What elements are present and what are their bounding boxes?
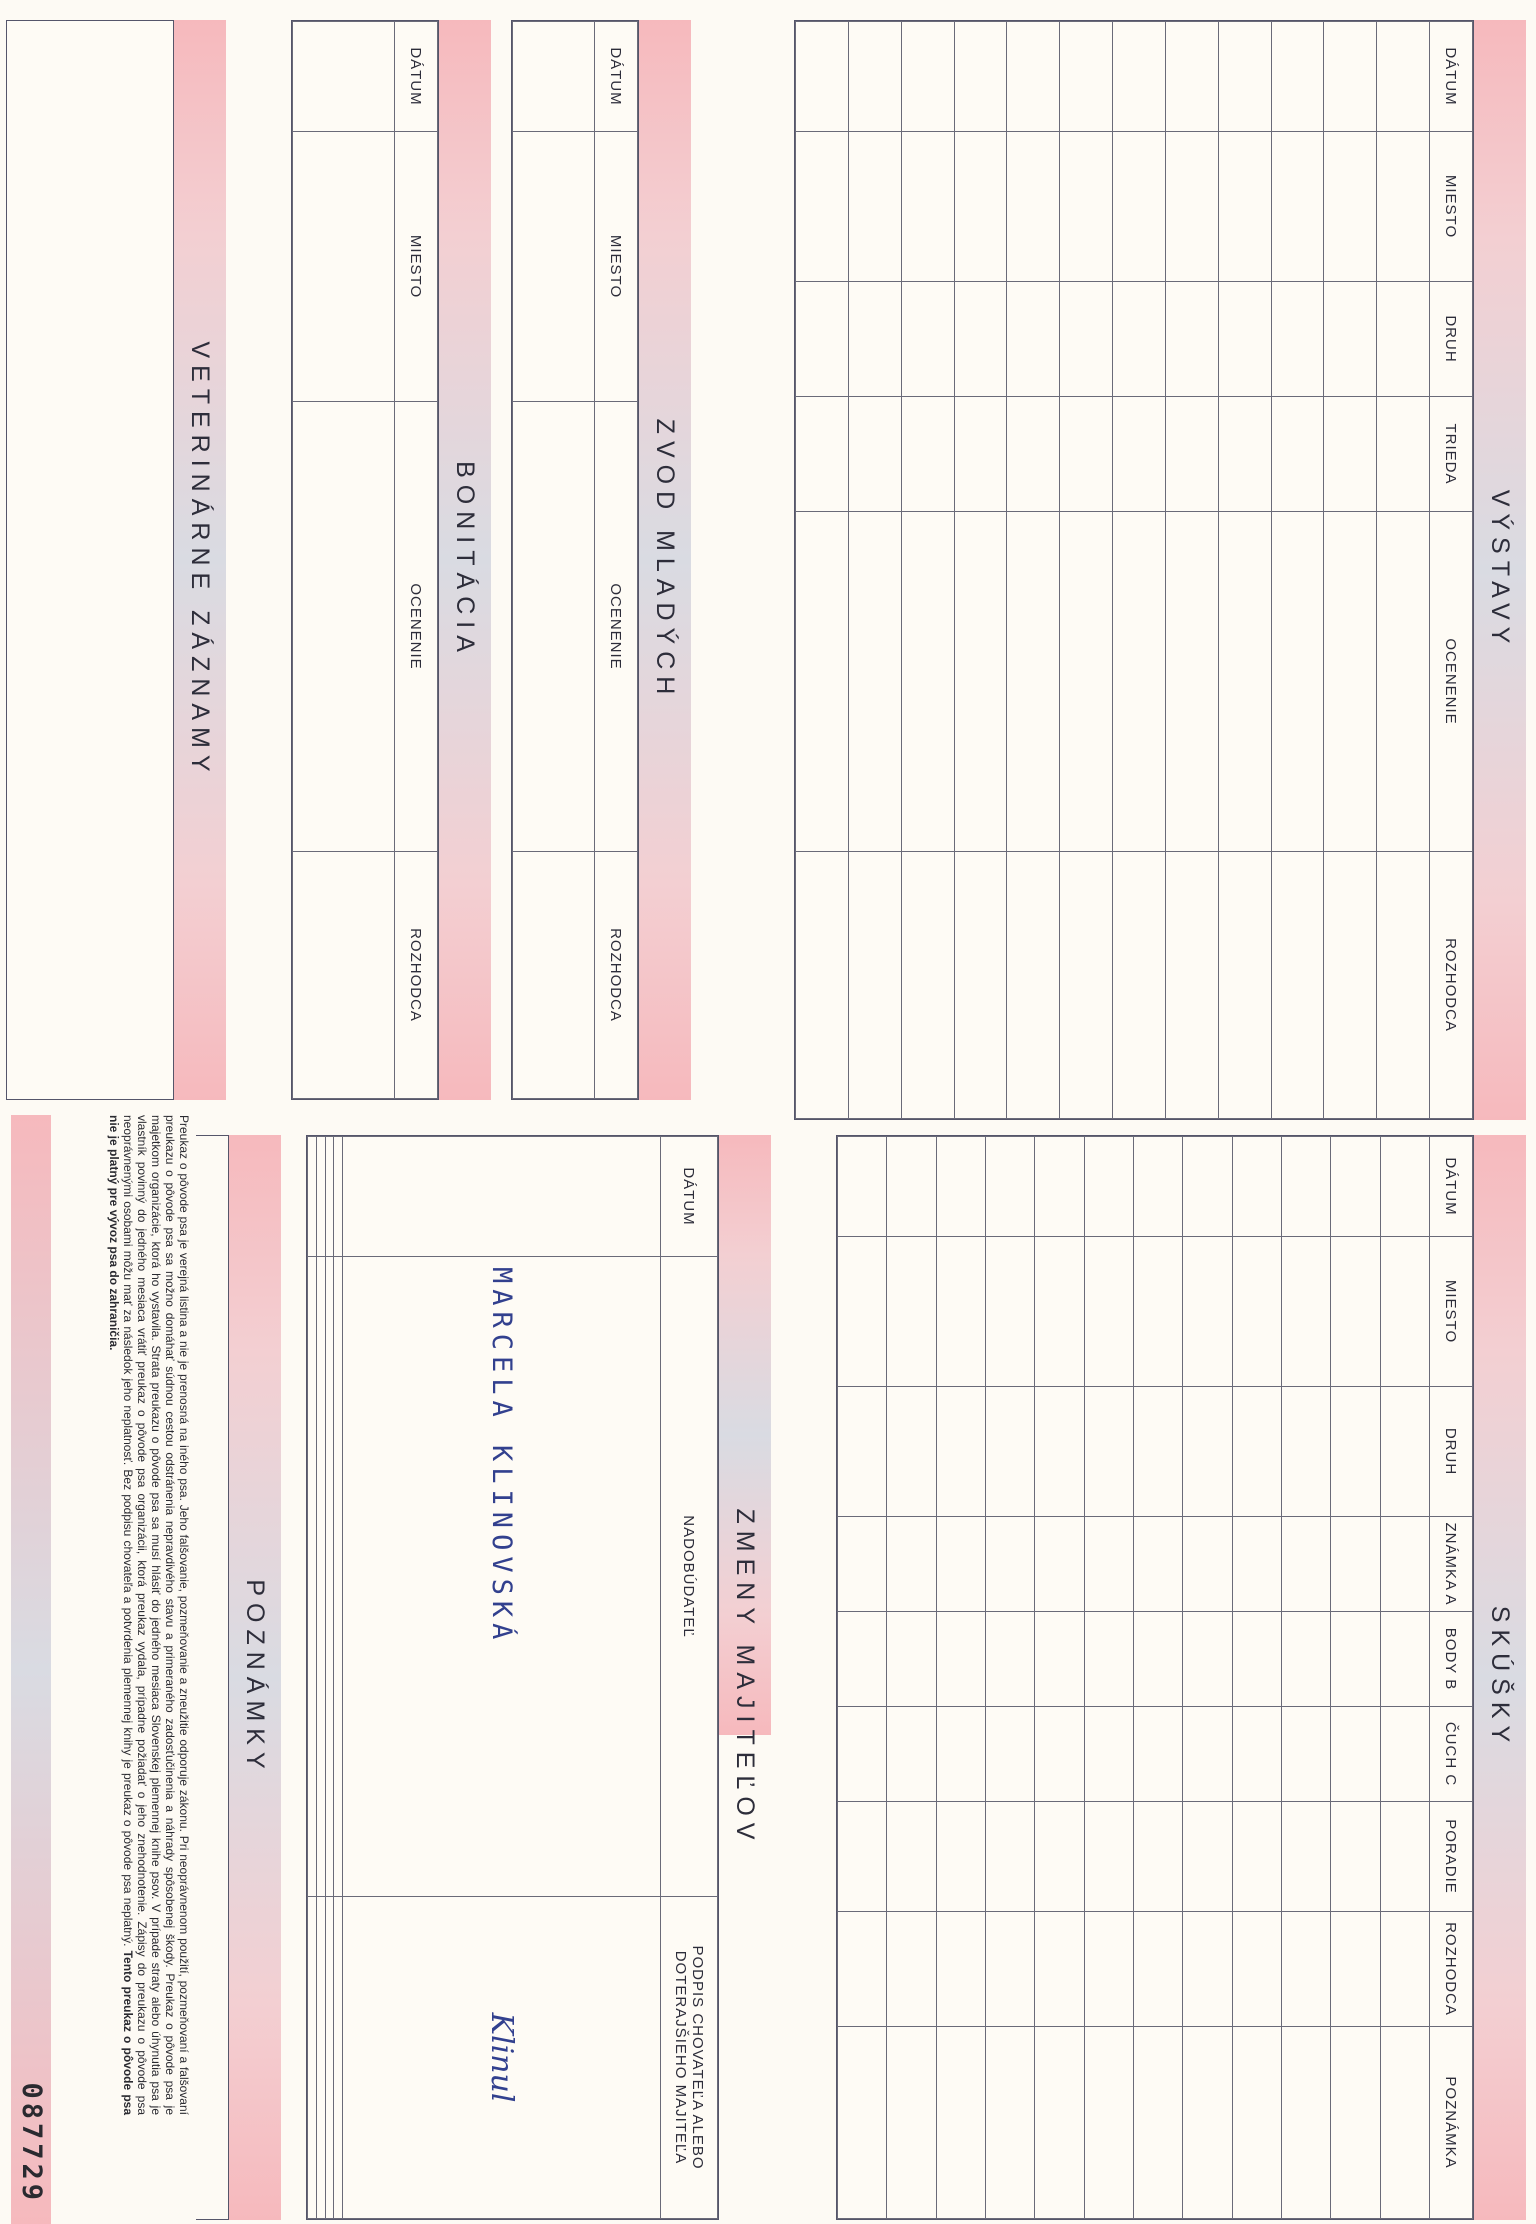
table-cell [1134,1237,1183,1387]
table-cell [887,1707,936,1802]
table-cell [1271,282,1324,397]
table-cell [936,1612,985,1707]
table-cell [1134,1707,1183,1802]
table-cell [936,1707,985,1802]
table-cell [838,1802,887,1912]
column-header: DRUH [1430,282,1473,397]
table-cell [1380,1912,1429,2027]
table-cell [887,2027,936,2219]
table-cell [1282,1912,1331,2027]
table-cell [1165,397,1218,512]
column-header: ROZHODCA [395,852,438,1099]
table-cell [1271,512,1324,852]
table-cell [293,852,395,1099]
column-header: ROZHODCA [595,852,638,1099]
table-cell [887,1912,936,2027]
table-row [1113,22,1166,1119]
table-cell [1377,132,1430,282]
column-header: MIESTO [395,132,438,402]
column-header: BODY B [1430,1612,1473,1707]
table-cell [901,512,954,852]
table-cell [316,1897,325,2219]
table-cell [838,1137,887,1237]
table-cell [796,282,849,397]
section-vystavy [794,20,1526,1120]
table-cell [1113,282,1166,397]
table-cell [1084,1707,1133,1802]
section-title: ZMENY MAJITEĽOV [731,1508,759,1847]
table-cell [1183,1912,1232,2027]
table-cell [1331,1387,1380,1517]
table-row [1324,22,1377,1119]
table-cell [1084,1387,1133,1517]
serial-number: 087729 [16,2082,47,2204]
table-cell [887,1237,936,1387]
column-header: OCENENIE [1430,512,1473,852]
table-cell [887,1802,936,1912]
table-cell [1060,132,1113,282]
table-cell [986,1707,1035,1802]
table-cell [308,1137,317,1257]
table-cell [1324,397,1377,512]
table-row [838,1137,887,2219]
table-cell [1380,1387,1429,1517]
table-cell [1282,1517,1331,1612]
section-bonitacia [291,20,491,1100]
table-cell [901,282,954,397]
table-cell [1035,1387,1084,1517]
table-row [936,1137,985,2219]
zvod-table-box [511,20,639,1100]
skusky-body [838,1137,1430,2219]
table-cell [1165,132,1218,282]
table-cell [1218,397,1271,512]
table-cell [796,132,849,282]
table-cell [1377,852,1430,1119]
table-cell [954,852,1007,1119]
table-row [1007,22,1060,1119]
table-cell [325,1137,334,1257]
table-cell [1183,1237,1232,1387]
table-cell [1380,1802,1429,1912]
table-cell [901,397,954,512]
table-cell [1183,1707,1232,1802]
table-cell [986,1802,1035,1912]
table-cell [1218,512,1271,852]
table-cell [1331,1802,1380,1912]
vystavy-table-box [794,20,1474,1120]
table-cell [986,1612,1035,1707]
table-cell [1113,22,1166,132]
table-cell [1084,2027,1133,2219]
column-header: DRUH [1430,1387,1473,1517]
column-header: NADOBÚDATEĽ [661,1257,718,1897]
table-cell [1183,1387,1232,1517]
table-cell [1232,1517,1281,1612]
table-cell [986,1237,1035,1387]
table-cell [1324,22,1377,132]
table-cell [838,1237,887,1387]
table-cell [848,397,901,512]
section-skusky [836,1135,1526,2220]
table-row [293,22,395,1099]
table-cell [1060,22,1113,132]
table-cell [1380,1237,1429,1387]
legal-bold-text: Tento preukaz o pôvode psa nie je platný pre vývoz psa do zahraničia. [107,1115,136,2115]
table-cell [796,852,849,1119]
new-owner-name: MARCELA KLINOVSKÁ [343,1257,661,1897]
table-cell [1035,1612,1084,1707]
table-cell [936,1802,985,1912]
table-cell [1380,1517,1429,1612]
skusky-table-box [836,1135,1474,2220]
table-cell [1035,1912,1084,2027]
table-cell [848,852,901,1119]
table-cell [796,22,849,132]
column-header: ROZHODCA [1430,1912,1473,2027]
table-row [513,22,595,1099]
table-cell [1035,1237,1084,1387]
table-cell [513,852,595,1099]
table-cell [901,22,954,132]
bonitacia-body [293,22,395,1099]
table-row [848,22,901,1119]
table-cell [1165,512,1218,852]
vystavy-body [796,22,1430,1119]
table-cell [1113,512,1166,852]
table-cell [1165,282,1218,397]
table-cell [887,1387,936,1517]
zmeny-table-box [306,1135,719,2220]
table-cell [1380,1137,1429,1237]
bonitacia-table-box [291,20,439,1100]
table-row [986,1137,1035,2219]
table-cell [1377,397,1430,512]
poznamky-box [196,1135,229,2220]
table-cell [1060,852,1113,1119]
table-row [1165,22,1218,1119]
owner-date-cell [343,1137,661,1257]
section-title: POZNÁMKY [241,1579,269,1776]
zmeny-table [307,1136,718,2219]
serial-strip [11,0,51,2224]
table-cell [1232,2027,1281,2219]
table-cell [1084,1802,1133,1912]
table-cell [1331,1517,1380,1612]
table-cell [1134,1802,1183,1912]
table-cell [1035,1707,1084,1802]
section-poznamky [196,1135,281,2220]
table-cell [954,397,1007,512]
table-cell [1232,1137,1281,1237]
table-cell [1134,1517,1183,1612]
table-cell [308,1257,317,1897]
column-header: DÁTUM [1430,22,1473,132]
section-zvod-mladych [511,20,691,1100]
table-cell [334,1137,343,1257]
table-cell [1331,1612,1380,1707]
table-cell [936,1517,985,1612]
table-cell [1134,1387,1183,1517]
table-cell [1377,282,1430,397]
table-cell [848,512,901,852]
table-cell [1007,22,1060,132]
table-cell [293,402,395,852]
table-cell [838,1517,887,1612]
table-cell [954,282,1007,397]
table-cell [1232,1802,1281,1912]
table-cell [513,402,595,852]
table-cell [954,22,1007,132]
table-cell [1282,1387,1331,1517]
table-cell [1380,2027,1429,2219]
table-cell [1007,852,1060,1119]
table-cell [986,1137,1035,1237]
table-cell [1035,1137,1084,1237]
table-cell [1183,2027,1232,2219]
table-cell [986,2027,1035,2219]
table-cell [1380,1612,1429,1707]
table-row [1084,1137,1133,2219]
table-cell [1134,1912,1183,2027]
table-row [1035,1137,1084,2219]
table-cell [325,1897,334,2219]
table-cell [936,1912,985,2027]
table-cell [1232,1612,1281,1707]
column-header: ZNÁMKA A [1430,1517,1473,1612]
table-row [901,22,954,1119]
column-header: DÁTUM [661,1137,718,1257]
table-cell [1271,397,1324,512]
table-cell [293,22,395,132]
table-cell [986,1387,1035,1517]
table-cell [887,1612,936,1707]
table-cell [513,132,595,402]
zmeny-body [308,1137,661,2219]
table-cell [1035,2027,1084,2219]
table-cell [1282,1137,1331,1237]
section-title: ZVOD MLADÝCH [651,418,679,702]
table-row [1218,22,1271,1119]
section-title: SKÚŠKY [1486,1605,1514,1750]
table-cell [1035,1802,1084,1912]
owner-signature: Klinul [343,1897,661,2219]
table-cell [1084,1912,1133,2027]
table-cell [1007,132,1060,282]
table-cell [986,1912,1035,2027]
column-header: MIESTO [1430,132,1473,282]
column-header: DÁTUM [595,22,638,132]
table-cell [1084,1612,1133,1707]
table-cell [1183,1802,1232,1912]
table-cell [796,397,849,512]
table-cell [1084,1517,1133,1612]
table-cell [1331,1137,1380,1237]
zvod-table [512,21,638,1099]
column-header: PORADIE [1430,1802,1473,1912]
table-cell [936,1137,985,1237]
table-cell [901,852,954,1119]
table-cell [901,132,954,282]
table-row [1271,22,1324,1119]
table-cell [316,1257,325,1897]
table-cell [1084,1137,1133,1237]
table-cell [1060,512,1113,852]
table-cell [838,1612,887,1707]
table-cell [1324,282,1377,397]
table-cell [887,1137,936,1237]
table-cell [1271,22,1324,132]
table-cell [308,1897,317,2219]
table-cell [1134,2027,1183,2219]
column-header: TRIEDA [1430,397,1473,512]
zvod-body [513,22,595,1099]
table-cell [1007,282,1060,397]
table-row [796,22,849,1119]
table-cell [1218,132,1271,282]
table-cell [1165,22,1218,132]
table-cell [1113,132,1166,282]
table-cell [1232,1707,1281,1802]
column-header: OCENENIE [595,402,638,852]
table-cell [334,1257,343,1897]
table-row [1282,1137,1331,2219]
table-cell [1282,2027,1331,2219]
table-cell [848,132,901,282]
table-row [1183,1137,1232,2219]
table-cell [1183,1612,1232,1707]
table-cell [1060,397,1113,512]
table-cell [936,1387,985,1517]
table-cell [838,1912,887,2027]
table-cell [1324,852,1377,1119]
table-cell [1232,1237,1281,1387]
table-cell [954,512,1007,852]
table-cell [1331,2027,1380,2219]
column-header: POZNÁMKA [1430,2027,1473,2219]
column-header: DÁTUM [395,22,438,132]
column-header: ROZHODCA [1430,852,1473,1119]
table-cell [838,1387,887,1517]
column-header: MIESTO [595,132,638,402]
table-cell [1377,22,1430,132]
column-header: OCENENIE [395,402,438,852]
table-row [1331,1137,1380,2219]
table-cell [1331,1912,1380,2027]
table-cell [796,512,849,852]
table-cell [1232,1387,1281,1517]
table-cell [887,1517,936,1612]
table-cell [838,2027,887,2219]
skusky-table [837,1136,1473,2219]
table-cell [848,22,901,132]
table-cell [513,22,595,132]
column-header: PODPIS CHOVATEĽA ALEBO DOTERAJŠIEHO MAJITEĽA [661,1897,718,2219]
table-cell [848,282,901,397]
table-cell [293,132,395,402]
table-cell [838,1707,887,1802]
table-cell [1165,852,1218,1119]
section-title: VETERINÁRNE ZÁZNAMY [186,341,214,779]
table-row [1380,1137,1429,2219]
table-cell [1084,1237,1133,1387]
table-cell [1331,1707,1380,1802]
table-cell [1331,1237,1380,1387]
table-cell [1282,1707,1331,1802]
table-cell [1377,512,1430,852]
table-cell [1282,1612,1331,1707]
table-cell [316,1137,325,1257]
section-zmeny-majitelov [306,1135,771,2220]
table-cell [1324,512,1377,852]
vystavy-table [795,21,1473,1119]
table-cell [1232,1912,1281,2027]
table-row [1232,1137,1281,2219]
table-cell [1271,132,1324,282]
bonitacia-table [292,21,438,1099]
table-cell [1134,1612,1183,1707]
table-cell [1113,397,1166,512]
table-cell [936,1237,985,1387]
table-cell [1113,852,1166,1119]
table-cell [1218,282,1271,397]
table-cell [1183,1137,1232,1237]
column-header: ČUCH C [1430,1707,1473,1802]
table-cell [954,132,1007,282]
table-cell [1324,132,1377,282]
table-row [1060,22,1113,1119]
section-title: VÝSTAVY [1486,489,1514,651]
table-row [1134,1137,1183,2219]
table-row [887,1137,936,2219]
table-cell [1218,852,1271,1119]
table-cell [1380,1707,1429,1802]
table-row [954,22,1007,1119]
section-title: BONITÁCIA [451,461,479,659]
table-cell [936,2027,985,2219]
table-cell [1035,1517,1084,1612]
table-row [1377,22,1430,1119]
table-cell [334,1897,343,2219]
column-header: MIESTO [1430,1237,1473,1387]
legal-notice [107,1115,190,2115]
table-cell [1218,22,1271,132]
table-cell [1282,1802,1331,1912]
column-header: DÁTUM [1430,1137,1473,1237]
table-cell [1271,852,1324,1119]
table-cell [1134,1137,1183,1237]
table-cell [1007,512,1060,852]
legal-text: Preukaz o pôvode psa je verejná listina a nie je prenosná na iného psa. Jeho falšovanie, pozmeňovanie a zneužitie odporuje zákonu. Pri neoprávnenom použití, pozmeňovaní a falšovaní preukazu o pôvode psa sa možno domáhať súdnou cestou odstránenia nepravdivého stavu a primeraného zadosťučinenia a náhrady spôsobenej škody. Preukaz o pôvode psa je majetkom organizácie, ktorá ho vystavila. Strata preukazu o pôvode psa sa musí hlásiť do jedného mesiaca Slovenskej plemennej knihe psov. V prípade straty alebo úhynutia psa je vlastník povinný do jedného mesiaca vrátiť preukaz o pôvode psa organizácii, ktorá preukaz vydala, prípadne požiadať o jeho znehodnotenie. Zápisy do preukazu o pôvode psa neoprávnenými osobami môžu mať za následok jeho neplatnosť. Bez podpisu chovateľa a potvrdenia plemennej knihy je preukaz o pôvode psa neplatný. [121,1115,191,2115]
table-cell [1183,1517,1232,1612]
table-cell [1060,282,1113,397]
table-cell [986,1517,1035,1612]
table-cell [1282,1237,1331,1387]
table-cell [1007,397,1060,512]
table-cell [325,1257,334,1897]
